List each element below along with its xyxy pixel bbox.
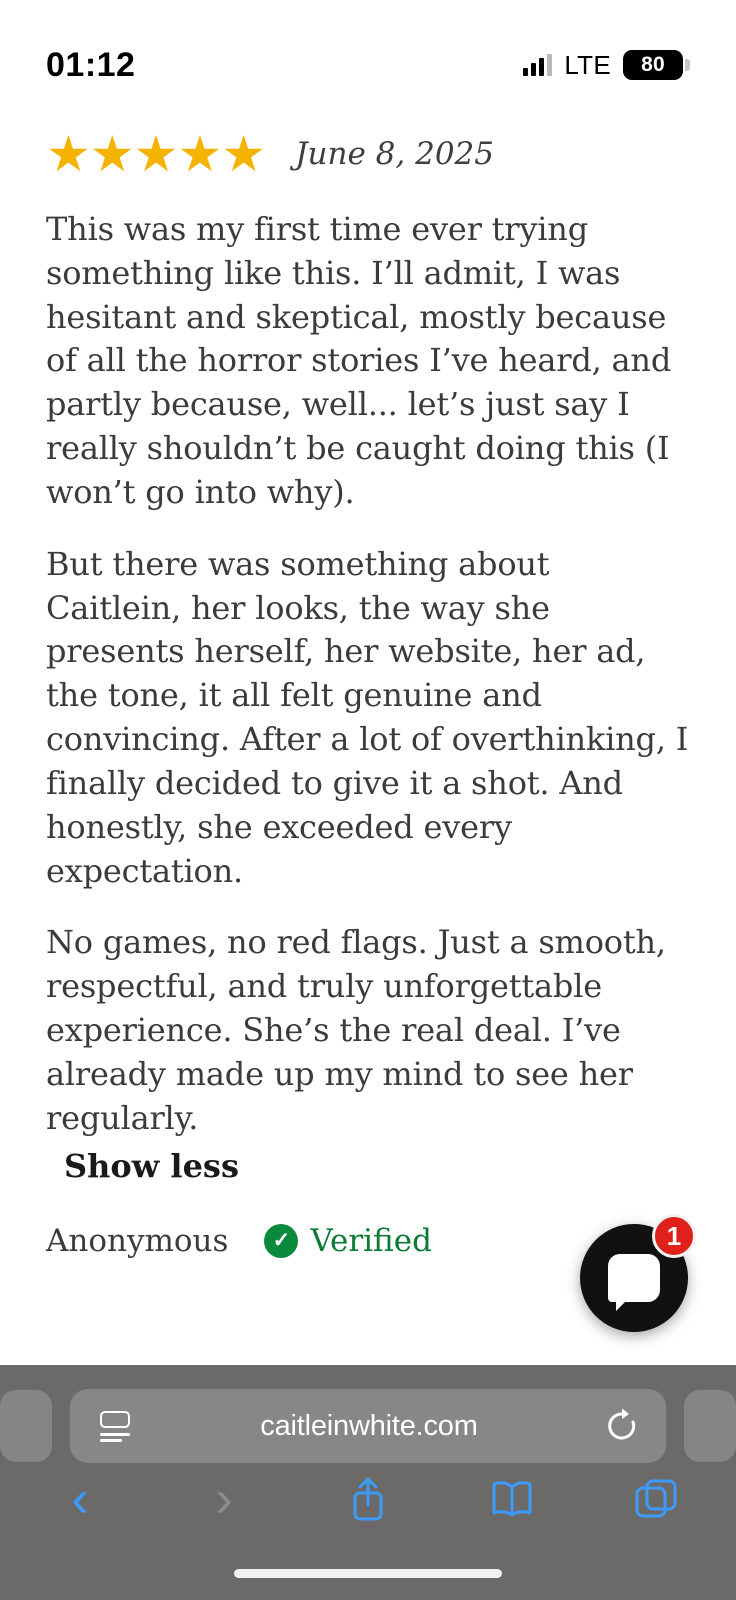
chevron-left-icon: ‹ — [71, 1470, 89, 1528]
chat-unread-badge: 1 — [652, 1214, 696, 1258]
next-tab-peek[interactable] — [684, 1390, 736, 1462]
aa-page-settings-icon[interactable] — [96, 1411, 134, 1441]
chat-widget[interactable] — [580, 1220, 688, 1332]
review-paragraph: No games, no red flags. Just a smooth, respectful, and truly unforgettable experience. She’s the real deal. I’ve already made up my mind to see her regularly. — [46, 923, 666, 1137]
status-indicators — [523, 50, 690, 81]
browser-chrome — [0, 1365, 736, 1600]
previous-tab-peek[interactable] — [0, 1390, 52, 1462]
bookmarks-button[interactable] — [476, 1463, 548, 1535]
tabs-button[interactable] — [620, 1463, 692, 1535]
share-button[interactable] — [332, 1463, 404, 1535]
status-time: 01:12 — [46, 45, 136, 84]
check-icon: ✓ — [264, 1224, 298, 1258]
forward-button[interactable] — [188, 1463, 260, 1535]
review-header — [46, 118, 690, 190]
carrier-label: LTE — [564, 49, 611, 80]
browser-toolbar — [0, 1456, 736, 1542]
review-paragraph: This was my first time ever trying something like this. I’ll admit, I was hesitant and skeptical, mostly because of all the horror stories I’ve heard, and partly because, well... let’s just say I really shouldn’t be caught doing this (I won’t go into why). — [46, 210, 672, 511]
status-badge — [264, 1223, 432, 1259]
url-row — [0, 1387, 736, 1465]
cellular-bars-icon — [523, 54, 552, 76]
home-indicator — [234, 1569, 502, 1578]
url-label: caitleinwhite.com — [260, 1409, 478, 1442]
share-icon — [348, 1475, 388, 1523]
battery-percent-label: 80 — [641, 53, 665, 76]
reload-icon[interactable] — [604, 1408, 640, 1444]
review-text — [46, 208, 690, 1141]
review-card — [0, 118, 736, 1259]
status-bar — [0, 0, 736, 100]
review-paragraph: But there was something about Caitlein, her looks, the way she presents herself, her website, her ad, the tone, it all felt genuine and convincing. After a lot of overthinking, I finally decided to give it a shot. And honestly, she exceeded every expectation. — [46, 544, 689, 890]
back-button[interactable] — [44, 1463, 116, 1535]
show-less-button[interactable]: Show less — [64, 1146, 239, 1185]
book-icon — [490, 1479, 534, 1519]
review-author: Anonymous — [46, 1222, 229, 1259]
tabs-icon — [634, 1478, 678, 1520]
star-rating: ★★★★★ — [46, 126, 266, 182]
verified-label: Verified — [310, 1222, 432, 1259]
address-bar[interactable] — [70, 1389, 666, 1463]
chevron-right-icon: › — [215, 1470, 233, 1528]
battery-icon — [623, 50, 690, 80]
review-date: June 8, 2025 — [295, 136, 495, 172]
